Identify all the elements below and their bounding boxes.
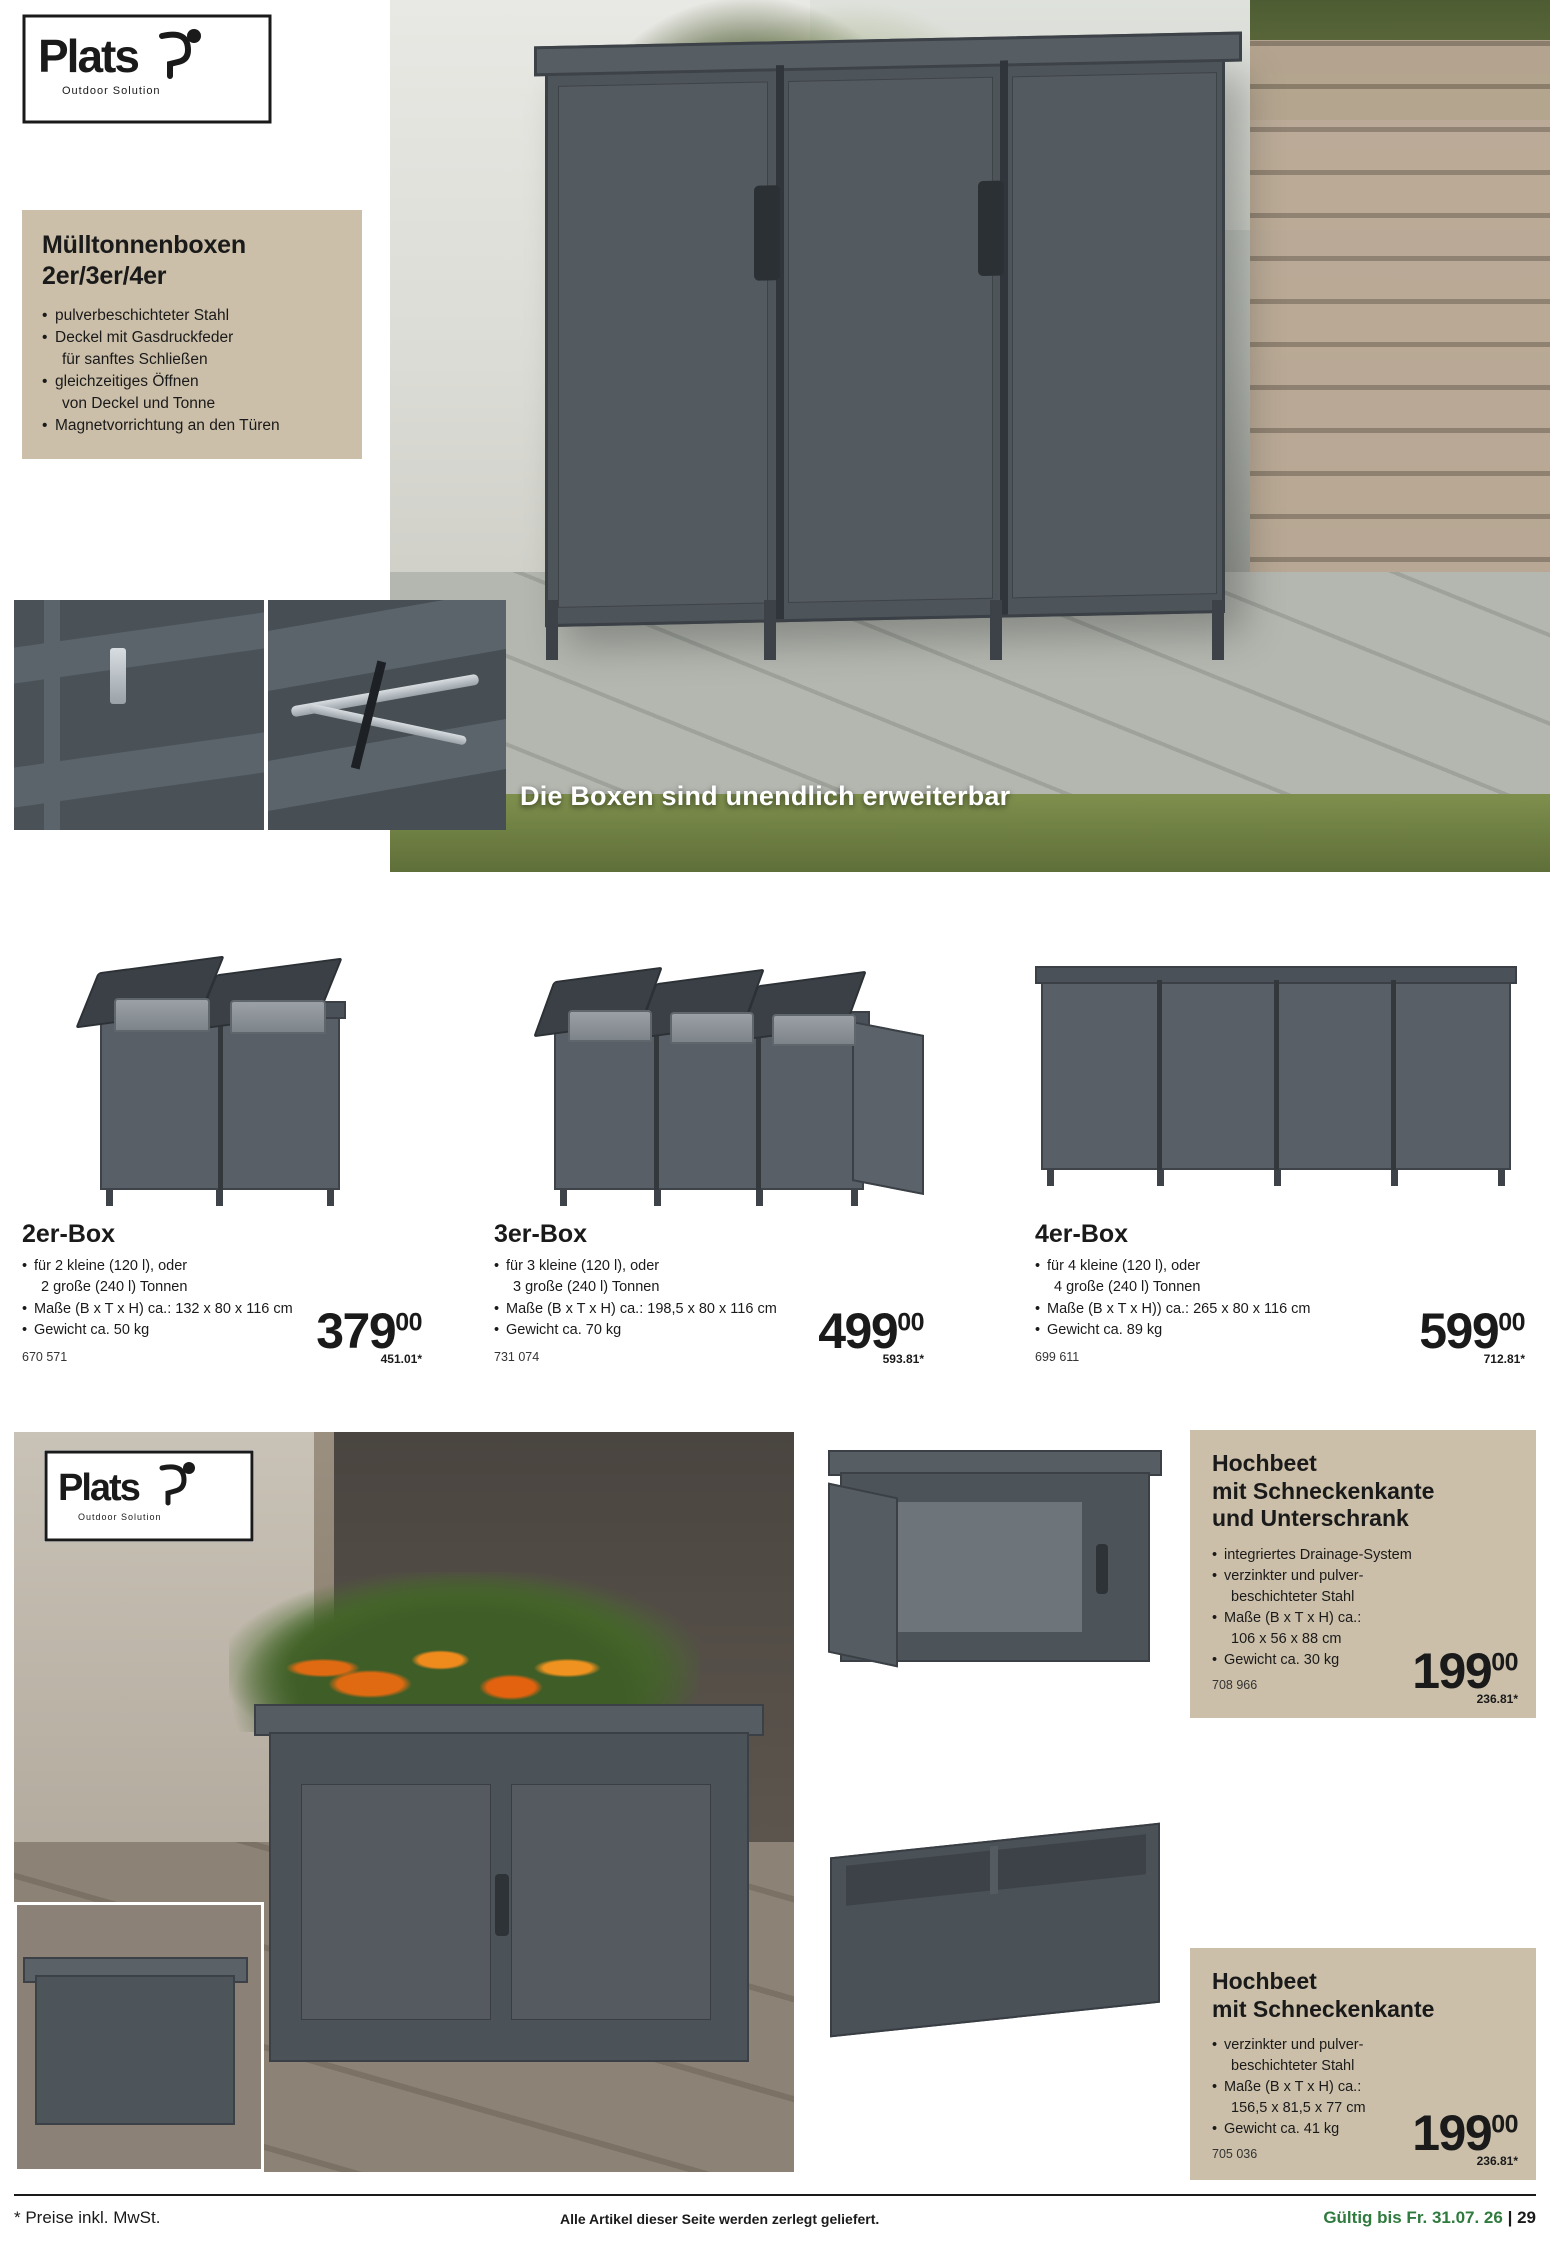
hochbeet-unterschrank-card [1190,1430,1536,1718]
tonne [114,998,210,1032]
product-card-2er [22,880,422,1364]
price-cents: 00 [395,1308,422,1337]
price-cents: 00 [1498,1308,1525,1337]
price-secondary: 451.01* [380,1351,422,1366]
footer-separator: | [1507,2208,1513,2227]
detail-photo-magnet [14,600,264,830]
product-title: 2er-Box [22,1220,116,1248]
stone-wall [1250,40,1550,600]
footer-divider [14,2194,1536,2196]
price-secondary: 593.81* [882,1351,924,1366]
box-door [558,81,768,607]
binbox-4er-illustration [1041,980,1511,1170]
tonne [230,1000,326,1034]
cabinet-door [511,1784,711,2020]
price-block [316,1302,422,1366]
product-card-4er [1035,880,1525,1364]
list-item: 4 große (240 l) Tonnen [1054,1279,1201,1296]
product-card-3er [494,880,924,1364]
hochbeet-card [1190,1948,1536,2180]
footer-validity [1323,2208,1536,2228]
price-cents: 00 [897,1308,924,1337]
info-panel-title [42,230,342,291]
box-divider [776,65,784,619]
price-block [1412,2105,1518,2168]
validity-text: Gültig bis Fr. 31.07. 26 [1323,2208,1503,2227]
list-item: • für 2 kleine (120 l), oder [22,1256,422,1277]
article-number: 705 036 [1212,2147,1258,2162]
article-number: 699 611 [1035,1349,1080,1364]
list-item: • Maße (B x T x H) ca.: 198,5 x 80 x 116 cm [494,1299,924,1320]
tonne [670,1012,754,1044]
hero-banner-text: Die Boxen sind unendlich erweiterbar [520,781,1011,811]
binbox-3er-illustration [554,1025,864,1190]
price-main: $199^{00}$ [1412,1643,1518,1699]
trough-divider [990,1846,998,1895]
list-item: • Gewicht ca. 30 kg [1212,1650,1514,1671]
cabinet-handle [1096,1544,1108,1594]
price-cents: 00 [1491,1648,1518,1677]
hochbeet-unterschrank-photo [810,1432,1180,1712]
box-door [788,77,993,603]
title-line2: mit Schneckenkante [1212,1477,1435,1504]
cabinet-door [301,1784,491,2020]
hochbeet-cabinet [269,1732,749,2062]
list-item: beschichteter Stahl [1231,2058,1355,2075]
cabinet-interior [882,1502,1082,1632]
cabinet-handle [495,1874,509,1936]
hero-photo [390,0,1550,872]
page-footer [0,2194,1550,2252]
list-item: • integriertes Drainage-System [1212,1545,1514,1566]
list-item: • Gewicht ca. 70 kg [494,1320,924,1341]
list-item: • Deckel mit Gasdruckfeder [42,327,342,349]
article-number: 708 966 [1212,1677,1258,1692]
product-image-3er [494,880,924,1210]
price-secondary: 236.81* [1476,1692,1518,1706]
list-item: 2 große (240 l) Tonnen [41,1279,188,1296]
list-item: • Maße (B x T x H)) ca.: 265 x 80 x 116 cm [1035,1299,1525,1320]
box-handle [978,181,1004,277]
card-title [1212,1450,1514,1533]
product-row [0,880,1550,1420]
article-number: 731 074 [494,1349,540,1364]
price-block [818,1302,924,1366]
list-item: • Maße (B x T x H) ca.: 132 x 80 x 116 cm [22,1299,422,1320]
tonne [568,1010,652,1042]
title-line1: Hochbeet [1212,1968,1317,1994]
price-cents: 00 [1491,2110,1518,2139]
list-item: • Gewicht ca. 89 kg [1035,1320,1525,1341]
hochbeet-body [35,1975,235,2125]
list-item: 106 x 56 x 88 cm [1231,1630,1342,1647]
list-item: von Deckel und Tonne [62,395,216,412]
hochbeet-inset-photo [14,1902,264,2172]
price-block [1419,1302,1525,1366]
svg-text:Outdoor Solution: Outdoor Solution [62,85,161,97]
list-item: • Maße (B x T x H) ca.: [1212,2077,1514,2098]
open-door [852,1021,924,1195]
page-number: 29 [1517,2208,1536,2227]
list-item: • für 3 kleine (120 l), oder [494,1256,924,1277]
hochbeet-trough-photo [810,1780,1180,2080]
info-title-line1: Mülltonnenboxen [42,231,246,259]
title-line1: Hochbeet [1212,1450,1317,1476]
box-divider [1000,60,1008,614]
platsj-logo-icon [22,14,272,124]
list-item: • Gewicht ca. 50 kg [22,1320,422,1341]
list-item: • für 4 kleine (120 l), oder [1035,1256,1525,1277]
card-title [1212,1968,1514,2023]
product-title: 3er-Box [494,1220,588,1248]
product-image-2er [22,880,422,1210]
info-panel [22,210,362,459]
title-line3: und Unterschrank [1212,1505,1409,1532]
list-item: beschichteter Stahl [1231,1588,1355,1605]
tonne [772,1014,856,1046]
box-door [1012,72,1217,598]
product-title: 4er-Box [1035,1220,1129,1248]
list-item: für sanftes Schließen [62,351,208,368]
info-title-line2: 2er/3er/4er [42,261,167,290]
article-number: 670 571 [22,1349,68,1364]
cabinet-open-door [828,1483,898,1668]
list-item: • Magnetvorrichtung an den Türen [42,415,342,437]
list-item: • pulverbeschichteter Stahl [42,305,342,327]
detail-photo-gasdruckfeder [268,600,506,830]
list-item: 3 große (240 l) Tonnen [513,1279,660,1296]
hero-mulltonnenbox [545,53,1225,627]
product-image-4er [1035,880,1525,1210]
price-main: $199^{00}$ [1412,2105,1518,2161]
svg-text:Plats: Plats [58,1467,139,1509]
box-handle [754,185,780,281]
svg-text:Outdoor Solution: Outdoor Solution [78,1512,162,1522]
brand-logo [22,14,272,124]
brand-logo-overlay [44,1450,254,1542]
binbox-2er-illustration [100,1015,340,1190]
list-item: • Gewicht ca. 41 kg [1212,2119,1514,2140]
info-panel-bullets [42,305,342,437]
list-item: • verzinkter und pulver- [1212,1566,1514,1587]
title-line2: mit Schneckenkante [1212,1995,1435,2022]
list-item: • Maße (B x T x H) ca.: [1212,1608,1514,1629]
price-main: $599^{00}$ [1419,1302,1525,1359]
list-item: 156,5 x 81,5 x 77 cm [1231,2100,1366,2117]
price-block [1412,1643,1518,1706]
list-item: • gleichzeitiges Öffnen [42,371,342,393]
svg-text:Plats: Plats [38,30,138,82]
price-secondary: 712.81* [1483,1351,1525,1366]
price-main: $499^{00}$ [818,1302,924,1359]
box-legs [540,600,1230,660]
footer-price-note: * Preise inkl. MwSt. [14,2208,161,2227]
price-secondary: 236.81* [1476,2154,1518,2168]
list-item: • verzinkter und pulver- [1212,2035,1514,2056]
platsj-logo-icon [44,1450,254,1542]
footer-delivery-note: Alle Artikel dieser Seite werden zerlegt geliefert. [560,2211,880,2227]
price-main: $379^{00}$ [316,1302,422,1359]
